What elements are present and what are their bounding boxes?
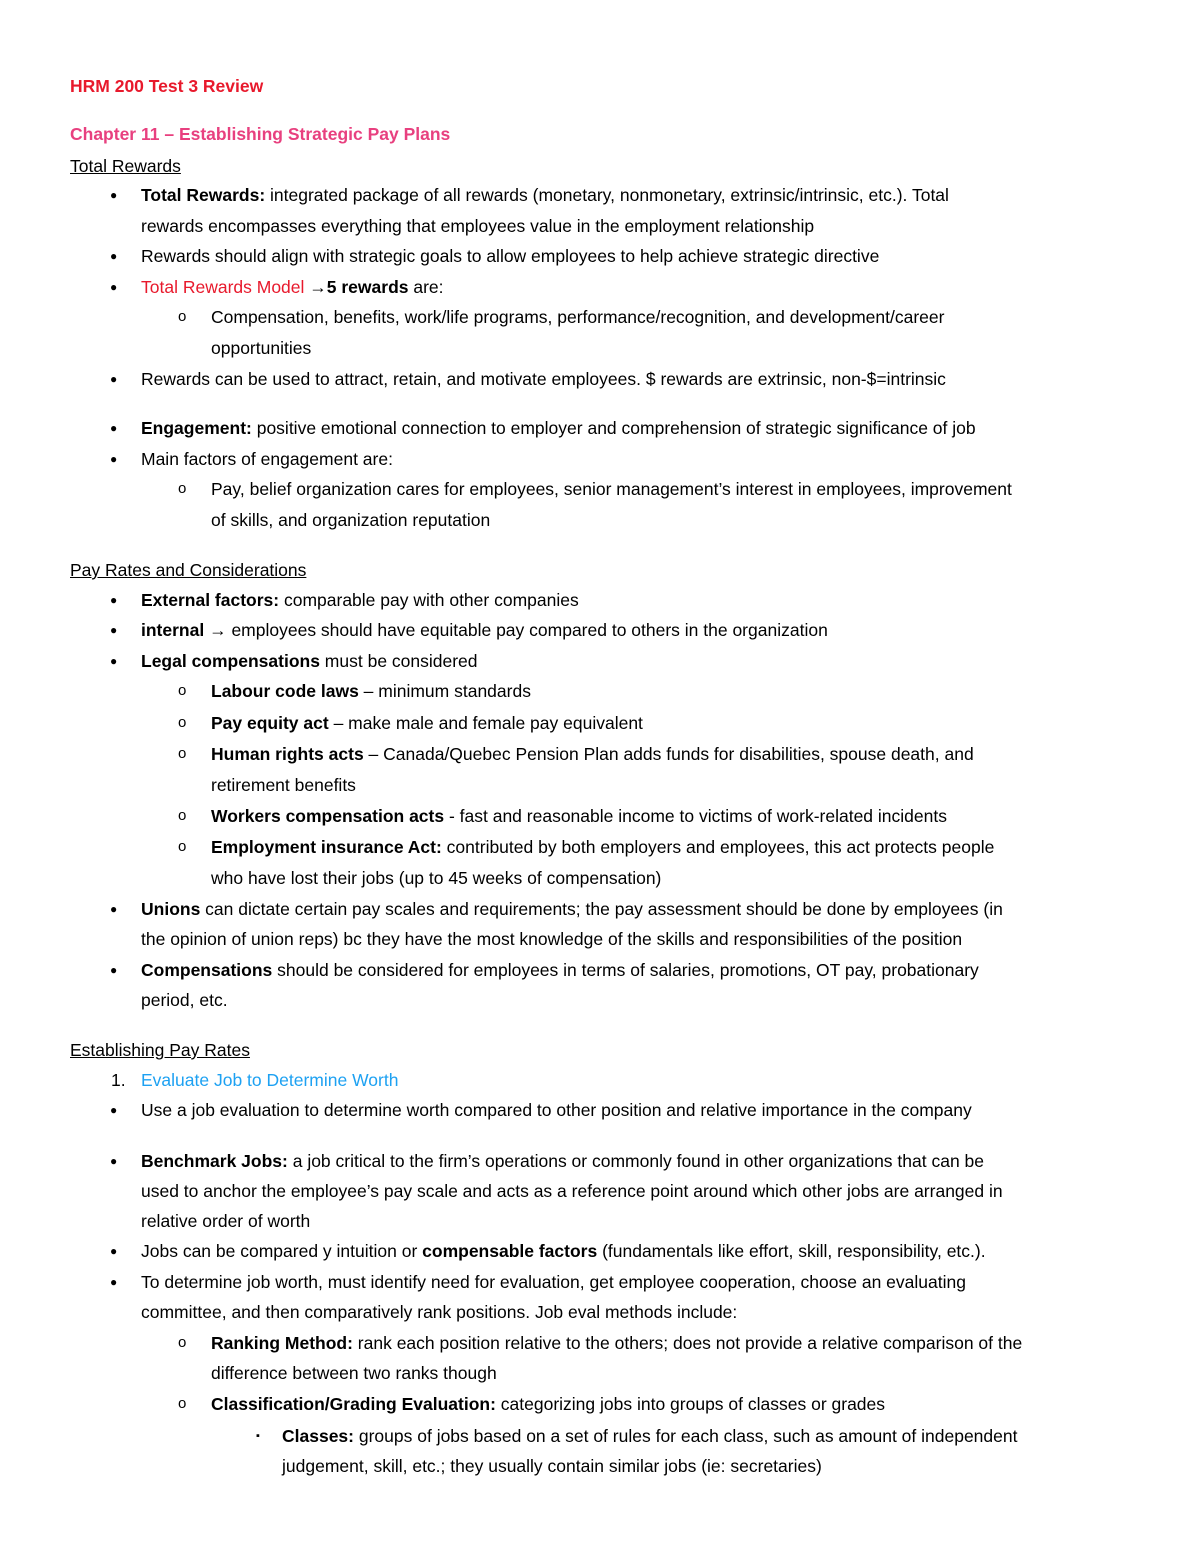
item-text: (fundamentals like effort, skill, responsibility, etc.). bbox=[597, 1241, 986, 1261]
term: Compensations bbox=[141, 960, 273, 980]
section-heading-establishing: Establishing Pay Rates bbox=[70, 1040, 250, 1060]
term: Labour code laws bbox=[211, 681, 359, 701]
list-item-factors: Main factors of engagement are: bbox=[141, 449, 393, 469]
section-heading-pay-rates: Pay Rates and Considerations bbox=[70, 560, 307, 580]
item-text: contributed by both employers and employees, this act protects people bbox=[441, 837, 995, 857]
term: Legal compensations bbox=[141, 651, 320, 671]
list-item-total-rewards-def bbox=[141, 180, 949, 211]
bullet-marker: ● bbox=[110, 1275, 118, 1289]
document-title: HRM 200 Test 3 Review bbox=[70, 76, 264, 96]
circle-marker: o bbox=[178, 807, 187, 824]
sub-item-ranking bbox=[211, 1328, 1022, 1359]
term: 5 rewards bbox=[326, 277, 409, 297]
arrow-icon: → bbox=[304, 277, 327, 297]
square-marker: ▪ bbox=[256, 1430, 260, 1442]
term: Classes: bbox=[282, 1426, 354, 1446]
sub-sub-item-classes bbox=[282, 1421, 1017, 1452]
list-item-engagement bbox=[141, 413, 976, 444]
list-item-continuation: used to anchor the employee’s pay scale and acts as a reference point around which other jobs are arranged in bbox=[141, 1181, 1003, 1201]
list-item-attract: Rewards can be used to attract, retain, and motivate employees. $ rewards are extrinsic, non-$=intrinsic bbox=[141, 369, 946, 389]
term: Workers compensation acts bbox=[211, 806, 445, 826]
item-text: can dictate certain pay scales and requirements; the pay assessment should be done by employees (in bbox=[200, 899, 1003, 919]
circle-marker: o bbox=[178, 308, 187, 325]
term: Employment insurance Act: bbox=[211, 837, 442, 857]
term: Benchmark Jobs: bbox=[141, 1151, 288, 1171]
item-text: – minimum standards bbox=[358, 681, 531, 701]
list-item-compared bbox=[141, 1236, 986, 1267]
section-heading-total-rewards: Total Rewards bbox=[70, 156, 181, 176]
term: compensable factors bbox=[422, 1241, 598, 1261]
sub-sub-item-continuation: judgement, skill, etc.; they usually contain similar jobs (ie: secretaries) bbox=[282, 1456, 822, 1476]
step-1-heading: Evaluate Job to Determine Worth bbox=[141, 1070, 399, 1090]
term: Ranking Method: bbox=[211, 1333, 353, 1353]
circle-marker: o bbox=[178, 480, 187, 497]
list-item-align: Rewards should align with strategic goals to allow employees to help achieve strategic directive bbox=[141, 246, 880, 266]
item-text: are: bbox=[408, 277, 444, 297]
bullet-marker: ● bbox=[110, 902, 118, 916]
sub-item-continuation: opportunities bbox=[211, 338, 312, 358]
sub-item-equity bbox=[211, 708, 643, 739]
list-item-external bbox=[141, 585, 579, 616]
item-text: must be considered bbox=[319, 651, 478, 671]
sub-item-continuation: difference between two ranks though bbox=[211, 1363, 497, 1383]
sub-item-continuation: who have lost their jobs (up to 45 weeks of compensation) bbox=[211, 868, 662, 888]
bullet-marker: ● bbox=[110, 623, 118, 637]
list-item-continuation: the opinion of union reps) bc they have the most knowledge of the skills and responsibilities of the position bbox=[141, 929, 963, 949]
list-item-benchmark bbox=[141, 1146, 984, 1177]
item-text: comparable pay with other companies bbox=[279, 590, 579, 610]
list-item-unions bbox=[141, 894, 1003, 925]
bullet-marker: ● bbox=[110, 280, 118, 294]
bullet-marker: ● bbox=[110, 1103, 118, 1117]
model-label: Total Rewards Model bbox=[141, 277, 305, 297]
sub-item-continuation: retirement benefits bbox=[211, 775, 356, 795]
item-text: should be considered for employees in terms of salaries, promotions, OT pay, probationary bbox=[272, 960, 979, 980]
bullet-marker: ● bbox=[110, 452, 118, 466]
bullet-marker: ● bbox=[110, 188, 118, 202]
term: Classification/Grading Evaluation: bbox=[211, 1394, 496, 1414]
term: External factors: bbox=[141, 590, 280, 610]
list-item-internal bbox=[141, 615, 828, 646]
sub-item-rights bbox=[211, 739, 974, 770]
circle-marker: o bbox=[178, 745, 187, 762]
list-item-continuation: period, etc. bbox=[141, 990, 228, 1010]
bullet-marker: ● bbox=[110, 249, 118, 263]
list-item-legal bbox=[141, 646, 478, 677]
item-text: – make male and female pay equivalent bbox=[328, 713, 643, 733]
chapter-heading: Chapter 11 – Establishing Strategic Pay Plans bbox=[70, 124, 451, 144]
list-item-compensations bbox=[141, 955, 979, 986]
term: Engagement: bbox=[141, 418, 252, 438]
item-text: integrated package of all rewards (monetary, nonmonetary, extrinsic/intrinsic, etc.). Total bbox=[265, 185, 949, 205]
sub-item-five-rewards: Compensation, benefits, work/life programs, performance/recognition, and development/career bbox=[211, 307, 945, 327]
sub-item-continuation: of skills, and organization reputation bbox=[211, 510, 491, 530]
item-text: rank each position relative to the others; does not provide a relative comparison of the bbox=[352, 1333, 1023, 1353]
term: Total Rewards: bbox=[141, 185, 266, 205]
list-item-continuation: rewards encompasses everything that employees value in the employment relationship bbox=[141, 216, 815, 236]
bullet-marker: ● bbox=[110, 963, 118, 977]
term: Human rights acts bbox=[211, 744, 364, 764]
sub-item-classification bbox=[211, 1389, 885, 1420]
term: internal → bbox=[141, 620, 227, 640]
bullet-marker: ● bbox=[110, 593, 118, 607]
list-item-continuation: committee, and then comparatively rank positions. Job eval methods include: bbox=[141, 1302, 738, 1322]
item-text: employees should have equitable pay compared to others in the organization bbox=[226, 620, 828, 640]
item-text: a job critical to the firm’s operations or commonly found in other organizations that can be bbox=[287, 1151, 985, 1171]
circle-marker: o bbox=[178, 1395, 187, 1412]
list-item-use-eval: Use a job evaluation to determine worth compared to other position and relative importance in the company bbox=[141, 1100, 972, 1120]
circle-marker: o bbox=[178, 682, 187, 699]
item-text: Jobs can be compared y intuition or bbox=[141, 1241, 423, 1261]
sub-item-ei bbox=[211, 832, 994, 863]
circle-marker: o bbox=[178, 714, 187, 731]
circle-marker: o bbox=[178, 1334, 187, 1351]
circle-marker: o bbox=[178, 838, 187, 855]
bullet-marker: ● bbox=[110, 421, 118, 435]
item-text: - fast and reasonable income to victims of work-related incidents bbox=[444, 806, 947, 826]
item-text: positive emotional connection to employer and comprehension of strategic significance of job bbox=[251, 418, 976, 438]
term: Pay equity act bbox=[211, 713, 329, 733]
number-marker: 1. bbox=[111, 1070, 126, 1090]
bullet-marker: ● bbox=[110, 1244, 118, 1258]
sub-item-workers bbox=[211, 801, 947, 832]
item-text: groups of jobs based on a set of rules for each class, such as amount of independent bbox=[354, 1426, 1018, 1446]
bullet-marker: ● bbox=[110, 372, 118, 386]
bullet-marker: ● bbox=[110, 654, 118, 668]
item-text: – Canada/Quebec Pension Plan adds funds for disabilities, spouse death, and bbox=[363, 744, 974, 764]
list-item-worth: To determine job worth, must identify need for evaluation, get employee cooperation, choose an evaluating bbox=[141, 1272, 966, 1292]
list-item-continuation: relative order of worth bbox=[141, 1211, 311, 1231]
bullet-marker: ● bbox=[110, 1154, 118, 1168]
sub-item-factors: Pay, belief organization cares for employees, senior management’s interest in employees, improvement bbox=[211, 479, 1012, 499]
sub-item-labour bbox=[211, 676, 531, 707]
item-text: categorizing jobs into groups of classes or grades bbox=[495, 1394, 886, 1414]
list-item-model bbox=[141, 272, 444, 303]
term: Unions bbox=[141, 899, 201, 919]
